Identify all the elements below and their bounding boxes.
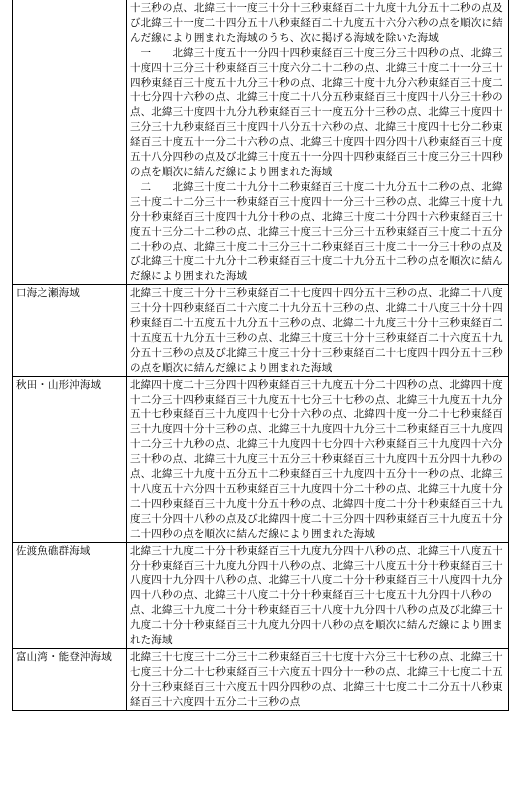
table-row [13,542,509,648]
excluded-area-1: 一 北緯三十度五十一分四十四秒東経百三十度三分三十四秒の点、北緯三十度四十三分三十秒東経百三十度六分二十二秒の点、北緯三十度二十一分三十四秒東経百三十度五十九分三十秒の点、北緯三十度十九分六秒東経百三十度二十七分四十六秒の点、北緯三十度二十八分五秒東経百三十度四十八分三十秒の点、北緯三十度四十九分九秒東経百三十一度五分十三秒の点、北緯三十度四十三分三十九秒東経百三十度四十八分五十六秒の点、北緯三十度四十七分二秒東経百三十度五十一分二十六秒の点、北緯三十度四十四分四十八秒東経百三十度五十八分四秒の点及び北緯三十度五十一分四十四秒東経百三十度三分三十四秒の点を順次に結んだ線により囲まれた海域 [130,46,503,178]
table-row [13,648,509,710]
table-row [13,376,509,542]
area-name-cell: 富山湾・能登沖海域 [13,648,127,710]
area-description-cell: 北緯三十七度三十二分三十二秒東経百三十七度十六分三十七秒の点、北緯三十七度三十分二十七秒東経百三十六度五十四分十一秒の点、北緯三十七度二十五分十三秒東経百三十六度五十四分四秒の点、北緯三十七度二十二分五十八秒東経百三十六度四十五分二十三秒の点 [127,648,509,710]
area-name-cell [13,0,127,285]
table-row [13,285,509,376]
area-description: 十三秒の点、北緯三十一度三十分十三秒東経百二十九度十九分五十二秒の点及び北緯三十一度二十四分五十八秒東経百二十九度五十六分六秒の点を順次に結んだ線により囲まれた海域のうち、次に掲げる海域を除いた海域 [130,2,503,44]
area-description-cell: 北緯三十度三十分十三秒東経百二十七度四十四分五十三秒の点、北緯二十八度三十分十四秒東経百二十六度二十九分五十三秒の点、北緯二十八度三十分十四秒東経百二十五度五十九分五十三秒の点、北緯二十九度三十分十三秒東経百二十五度五十九分五十三秒の点、北緯三十度三十分十三秒東経百二十六度五十九分五十三秒の点及び北緯三十度三十分十三秒東経百二十七度四十四分五十三秒の点を順次に結んだ線により囲まれた海域 [127,285,509,376]
area-name-cell: 口海之瀬海域 [13,285,127,376]
area-description-cell: 北緯三十九度二十分十秒東経百三十九度九分四十八秒の点、北緯三十八度五十分十秒東経百三十九度九分四十八秒の点、北緯三十八度五十分十秒東経百三十八度四十九分四十八秒の点、北緯三十八度二十分十秒東経百三十八度四十九分四十八秒の点、北緯三十八度二十分十秒東経百三十七度五十九分四十八秒の点、北緯三十九度二十分十秒東経百三十八度十九分四十八秒の点及び北緯三十九度二十分十秒東経百三十九度九分四十八秒の点を順次に結んだ線により囲まれた海域 [127,542,509,648]
area-name-cell: 秋田・山形沖海域 [13,376,127,542]
area-name-cell: 佐渡魚礁群海域 [13,542,127,648]
sea-area-table [12,0,509,711]
excluded-area-2: 二 北緯三十度二十九分十二秒東経百三十度二十九分五十二秒の点、北緯三十度二十二分三十一秒東経百三十度四十一分三十三秒の点、北緯三十度十九分十秒東経百三十度四十九分十秒の点、北緯三十度二十分四十六秒東経百三十度五十三分二十二秒の点、北緯三十度三十三分三十五秒東経百三十度二十五分二十秒の点、北緯三十度二十三分三十二秒東経百三十度二十一分三十秒の点及び北緯三十度二十九分十二秒東経百三十度二十九分五十二秒の点を順次に結んだ線により囲まれた海域 [130,180,503,283]
area-description-cell [127,0,509,285]
table-row [13,0,509,285]
area-description-cell: 北緯四十度二十三分四十四秒東経百三十九度五十分二十四秒の点、北緯四十度十二分三十四秒東経百三十九度五十七分三十七秒の点、北緯三十九度五十九分五十七秒東経百三十九度四十七分十六秒の点、北緯四十度一分二十七秒東経百三十九度四十分十三秒の点、北緯三十九度四十九分三十二秒東経百三十九度四十二分三十九秒の点、北緯三十九度四十七分四十六秒東経百三十九度四十六分三十秒の点、北緯三十九度三十五分三十秒東経百三十九度四十五分四十九秒の点、北緯三十九度十五分五十二秒東経百三十九度四十五分十一秒の点、北緯三十八度五十六分四十五秒東経百三十九度四十分二十秒の点、北緯三十九度十分二十四秒東経百三十九度十分五十秒の点、北緯四十度二十分十秒東経百三十九度三十分四十八秒の点及び北緯四十度二十三分四十四秒東経百三十九度五十分二十四秒の点を順次に結んだ線により囲まれた海域 [127,376,509,542]
